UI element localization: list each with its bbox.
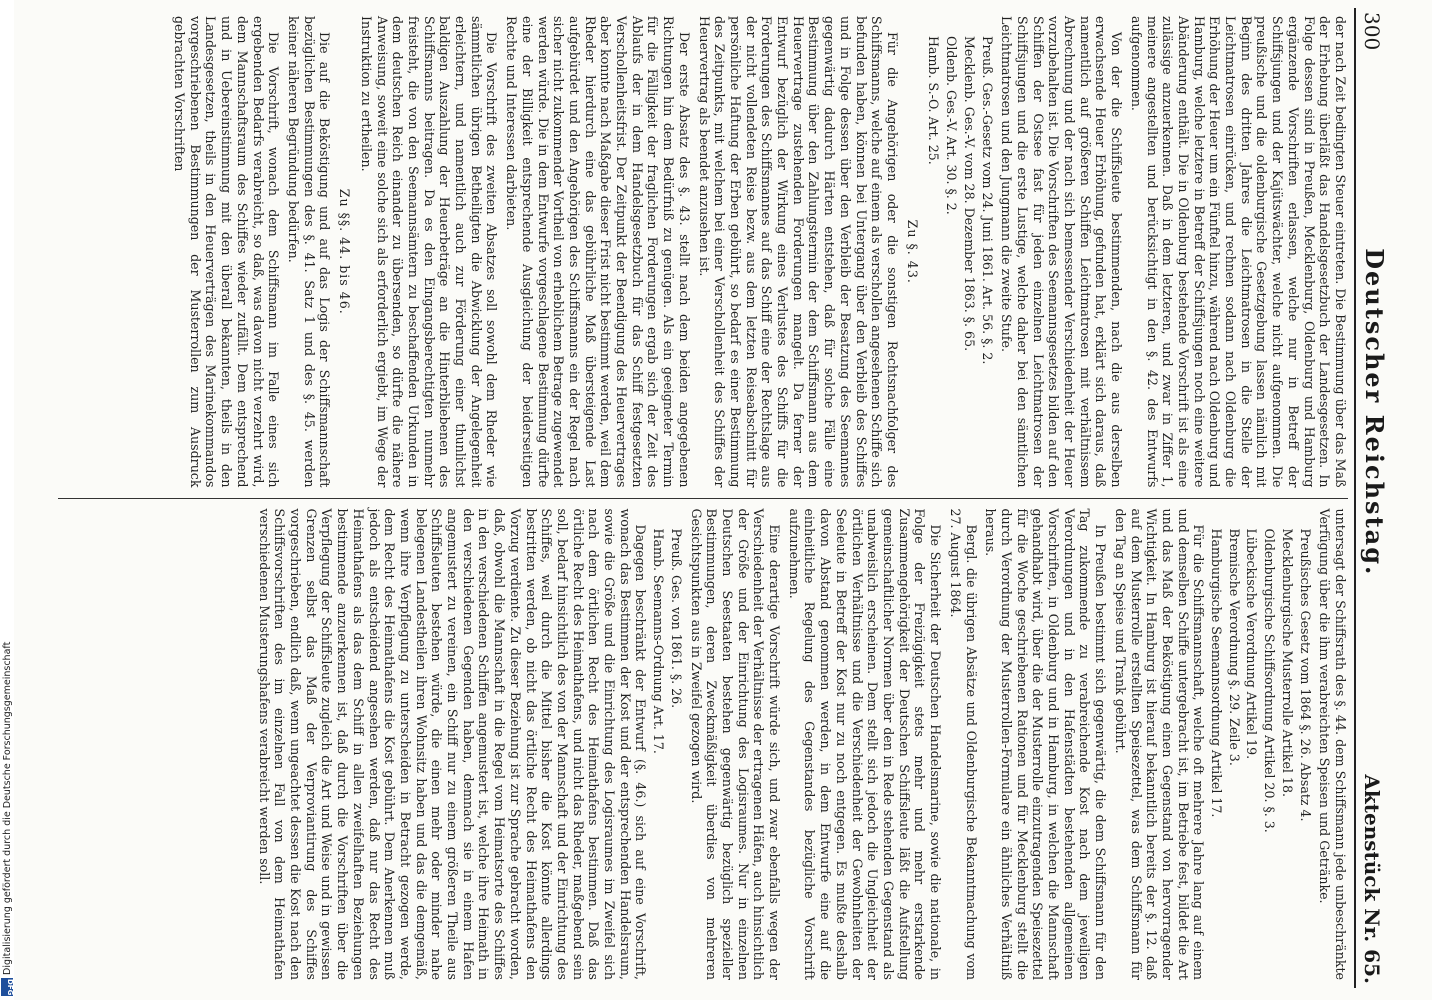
paragraph: Die Sicherheit der Deutschen Handelsmarine, sowie die nationale, in Folge der Freizügigkeit stets mehr und mehr erstarkende Zusammengehörigkeit der Deutschen Schiffsleute läßt die Aufstellung gemeinschaftlicher Normen über den in Rede stehenden Gegenstand als unabweislich erscheinen. Dem stellt sich jedoch die Ungleichheit der örtlichen Verhältnisse und die Verschiedenheit der Gewohnheiten der Seeleute in Betreff der Kost nur zu noch entgegen. Es mußte deshalb davon Abstand genommen werden, in dem Entwurfe eine auf die einheitliche Regelung des Gegenstandes bezügliche Vorschrift aufzunehmen. xyxy=(786,508,944,980)
section-heading: Zu §. 43. xyxy=(904,219,920,284)
source-citation: Hamburgische Seemannsordnung Artikel 17. xyxy=(1209,528,1225,818)
left-column xyxy=(58,8,1348,496)
digitization-credit: Digitalisierung gefördert durch die Deutsche Forschungsgemeinschaft xyxy=(2,641,13,975)
page-number: 300 xyxy=(1360,12,1384,51)
document-number: Aktenstück Nr. 65. xyxy=(1360,774,1384,984)
source-citation: Bremische Verordnung §. 29. Zeile 3. xyxy=(1226,528,1242,766)
source-citation: Mecklenburgische Musterrolle Artikel 18. xyxy=(1279,528,1295,797)
paragraph: Die Vorschrift des zweiten Absatzes soll sowohl dem Rheder wie sämmtlichen übrigen Betheiligten die Abwicklung der Angelegenheit erleichtern, und namentlich auch zur Förderung einer thunlichst baldigen Auszahlung der Heuerbeträge an die Hinterbliebenen des Schiffsmanns beitragen. Da es den Eingangsberechtigten nunmehr freisteht, die von den Seemannsämtern zu beschaffenden Urkunden in dem deutschen Reich einander zu übersenden, so dürfte die nähere Anweisung, soweit eine solche sich als erforderlich ergiebt, im Wege der Instruktion zu ertheilen. xyxy=(358,16,500,488)
paragraph: Von der die Schiffsleute bestimmenden, nach die aus derselben erwachsende Heuer Erhöhung, gefunden hat, erklärt sich daraus, daß namentlich auf größeren Schiffen Leichtmatrosen mit verhältnissem Abrechnung und der nach sich bemessender Verschiedenheit der Heuer vorzubehalten ist. Die Vorschriften des Seemannsgesetzes bilden auf den Schiffen der Ostsee fast für jeden einzelnen Leichtmatrosen der Schiffsjungen und die erste Lustige, welche daher bei den sämtlichen Leichtmatrosen und den Jungmann die zweite Stufe. xyxy=(999,16,1125,488)
page-header xyxy=(1354,8,1400,988)
source-citation: Lübeckische Verordnung Artikel 19. xyxy=(1244,528,1260,760)
column-divider xyxy=(58,498,1348,499)
source-citation: Oldenburgische Schiffsordnung Artikel 20. §. 3. xyxy=(1262,528,1278,833)
source-citation: Hamb. Seemanns-Ordnung Art. 17. xyxy=(651,528,667,754)
paragraph: der nach Zeit bedingten Steuer eintreten. Die Bestimmung über das Maß der Erhebung überläßt das Handelsgesetzbuch der Landesgesetzen. In Folge dessen sind in Preußen, Mecklenburg, Oldenburg und Hamburg ergänzende Vorschriften erlassen, welche nur in Betreff der Schiffsjungen und der Kajütswächter, welche nicht aufgenommen. Die preußische und die oldenburgische Gesetzgebung lassen nämlich mit Beginn des dritten Jahres die Leichtmatrosen in die Stelle der Leichtmatrosen einrücken, und rechnen sodann nach Oldenburg die Erhöhung der Heuer um ein Fünftel hinzu, während nach Oldenburg und Hamburg, welche letztere in Betreff der Schiffsjungen noch eine weitere Abänderung enthält. Die in Oldenburg bestehende Vorschrift ist als eine zulässige anzuerkennen. Daß in dem letzteren, und zwar in Ziffer 1, meinere angestellten und berücksichtigt in den §. 42. des Entwurfs aufgenommen. xyxy=(1128,16,1348,488)
paragraph: untersagt der Schiffsrath des §. 44. dem Schiffsmann jede unbeschränkte Verfügung über die ihm verabreichten Speisen und Getränke. xyxy=(1317,508,1348,980)
source-citation: Oldenb. Ges.-V. Art. 30. §. 2. xyxy=(944,36,960,215)
paragraph: Bergl. die übrigen Absätze und Oldenburgische Bekanntmachung vom 27. August 1864. xyxy=(947,508,979,980)
source-citation: Mecklenb. Ges.-V. vom 28. Dezember 1863. §. 65. xyxy=(961,36,977,352)
paragraph: Für die Angehörigen oder die sonstigen Rechtsnachfolger des Schiffsmanns, welche auf einem als verschollen angesehenen Schiffe sich befunden haben, können bei Untergang über den Verbleib des Schiffes und in Folge dessen über den Verbleib der Besatzung des Seemannes gegenwärtig dadurch Härten entstehen, daß für solche Fälle eine Bestimmung über den Zahlungstermin der dem Schiffsmann aus dem Heuervertrage zustehenden Forderungen mangelt. Da ferner der Entwurf bezüglich der Wirkung eines Verlustes des Schiffs für die Forderungen des Schiffsmannes auf das Schiff eine der Rechtslage aus der nicht vollendeten Reise bezw. aus dem letzten Reiseabschnitt für persönliche Haftung der Erben gebührt, so bedarf es einer Bestimmung des Zeitpunkts, mit welchem bei einer Verschollenheit des Schiffes der Heuervertrag als beendet anzusehen ist. xyxy=(696,16,901,488)
source-citation: Hamb. S.-O. Art. 25. xyxy=(926,36,942,165)
paragraph: Die Vorschrift, wonach dem Schiffsmann im Falle eines sich ergebenden Bedarfs verabreicht, so daß, was davon nicht verzehrt wird, dem Mannschaftsraum des Schiffes wieder zufällt. Dem entsprechend und in Uebereinstimmung mit den überall bekannten, theils in den Landesgesetzen, theils in den Heuerverträgen des Marinekommandos vorgeschriebenen Bestimmungen der Musterrollen zum Ausdruck gebrachten Vorschriften xyxy=(172,16,282,488)
dfg-logo-icon: DFG xyxy=(1,978,13,996)
text-columns xyxy=(58,8,1348,988)
paragraph: Die auf die Beköstigung und auf das Logis der Schiffsmannschaft bezüglichen Bestimmungen des §. 41. Satz 1 und des §. 45. werden keiner näheren Begründung bedürfen. xyxy=(286,16,333,488)
journal-title: Deutscher Reichstag. xyxy=(1360,248,1389,577)
section-heading: Zu §§. 44. bis 46. xyxy=(337,188,353,315)
paragraph: Für die Schiffsmannschaft, welche oft mehrere Jahre lang auf einem und demselben Schiffe untergebracht ist, im Betriebe fest, bildet die Art und das Maß der Beköstigung einen Gegenstand von hervorragender Wichtigkeit. In Hamburg ist hierauf bekanntlich bereits der §. 12. daß auf dem Musterrolle erstellten Speisezettel, was dem Schiffsmann für den Tag an Speise und Trank gebührt. xyxy=(1112,508,1207,980)
paragraph: Eine derartige Vorschrift würde sich, und zwar ebenfalls wegen der Verschiedenheit der Verhältnisse der ertragenen Häfen, auch hinsichtlich der Größe und der Einrichtung des Logisraumes. Nur in einzelnen Deutschen Seestaaten bestehen gegenwärtig bezüglich spezieller Bestimmungen, deren Zweckmäßigkeit überdies von mehreren Gesichtspunkten aus in Zweifel gezogen wird. xyxy=(688,508,783,980)
source-citation: Preußisches Gesetz vom 1864 §. 26. Absatz 4. xyxy=(1297,528,1313,822)
paragraph: Dagegen beschränkt der Entwurf (§. 46.) sich auf eine Vorschrift, wonach das Bestimmen der Kost und der entsprechenden Handelsraum, sowie die Größe und die Einrichtung des Logisraumes im Zweifel sich nach dem örtlichen Recht des Heimathafens bestimmen. Daß das örtliche Recht des Heimathafens, und nicht das Rheder, maßgebend sein soll, bedarf hinsichtlich des von der Mannschaft und der Einrichtung des Schiffes, weil durch die Mittel bisher die Kost könnte allerdings bestritten werden, ob nicht das örtliche Recht des Heimathafens den Vorzug verdiente. Zu dieser Beziehung ist zur Sprache gebracht worden, daß, obwohl die Mannschaft in die Regel vom Heimatsorte des Schiffes in den verschiedenen Schiffen angemustert ist, welche ihre Heimath in den verschiedenen Gegenden haben, demnach sie in einem Hafen angemustert zu vereinen, ein Schiff nur zu einem größeren Theile aus Schiffsleuten bestehen würde, die einen mehr oder minder nahe belegenen Landestheilen ihren Wohnsitz haben und das die demgemäß, wenn ihre Verpflegung zu unterscheiden in Betracht gezogen werde, dem Recht des Heimathafens die Kost gebührt. Dem Anerkennen muß jedoch als entscheidend angesehen werden, daß nur das Recht des Heimathafens als das dem Schiff in allen zweifelhaften Beziehungen bestimmende anzuerkennen ist, daß durch die Vorschriften über die Verpflegung der Schiffsleute zugleich die Art und Weise und in gewissen Grenzen selbst das Maß der Verproviantirung des Schiffes vorgeschrieben, endlich daß, wenn ungeachtet dessen die Kost nach den Schiffsvorschriften des im einzelnen Fall von dem Heimathafen verschiedenen Musterungshafens verabreicht werden soll. xyxy=(256,508,649,980)
right-column xyxy=(58,501,1348,989)
rotated-document xyxy=(60,8,1400,988)
paragraph: In Preußen bestimmt sich gegenwärtig, die dem Schiffsmann für den Tag zukommende zu verabreichende Kost nach dem jeweiligen Verordnungen und in den Hafenstädten bestehenden allgemeinen Vorschriften, in Oldenburg und in Hamburg, in welchen die Mannschaft gehandhabt wird, über die der Musterrolle einzutragenden Speisezettel für die Woche geschriebenen Rationen und für Mecklenburg stellt die durch Verordnung der Musterrollen-Formulare ein ähnliches Verhältniß heraus. xyxy=(983,508,1109,980)
paragraph: Der erste Absatz des §. 43. stellt nach dem beiden angegebenen Richtungen hin dem Bedürfniß zu genügen. Als ein geeigneter Termin für die Fälligkeit der fraglichen Forderungen ergab sich der Zeit des Ablaufs der in dem Handelsgesetzbuch für das Schiff festgesetzten Verschollenheitsfrist. Der Zeitpunkt der Beendigung des Heuervertrages aber konnte nach Maßgabe dieser Frist nicht bestimmt werden, weil dem Rheder hierdurch eine das gebührliche Maß übersteigende Last aufgebürdet und den Angehörigen des Schiffsmanns ein der Regel nach sicher nicht zukommender Vortheil von erheblichem Betrage zugewendet werden würde. Die in dem Entwurfe vorgeschlagene Bestimmung dürfte eine der Billigkeit entsprechende Ausgleichung der beiderseitigen Rechte und Interessen darbieten. xyxy=(504,16,692,488)
source-citation: Preuß. Ges.-Gesetz vom 24. Juni 1861. Art. 56. §. 2. xyxy=(979,36,995,365)
source-citation: Preuß. Ges. von 1861. §. 26. xyxy=(668,528,684,709)
digitization-credit-strip xyxy=(0,0,14,1000)
